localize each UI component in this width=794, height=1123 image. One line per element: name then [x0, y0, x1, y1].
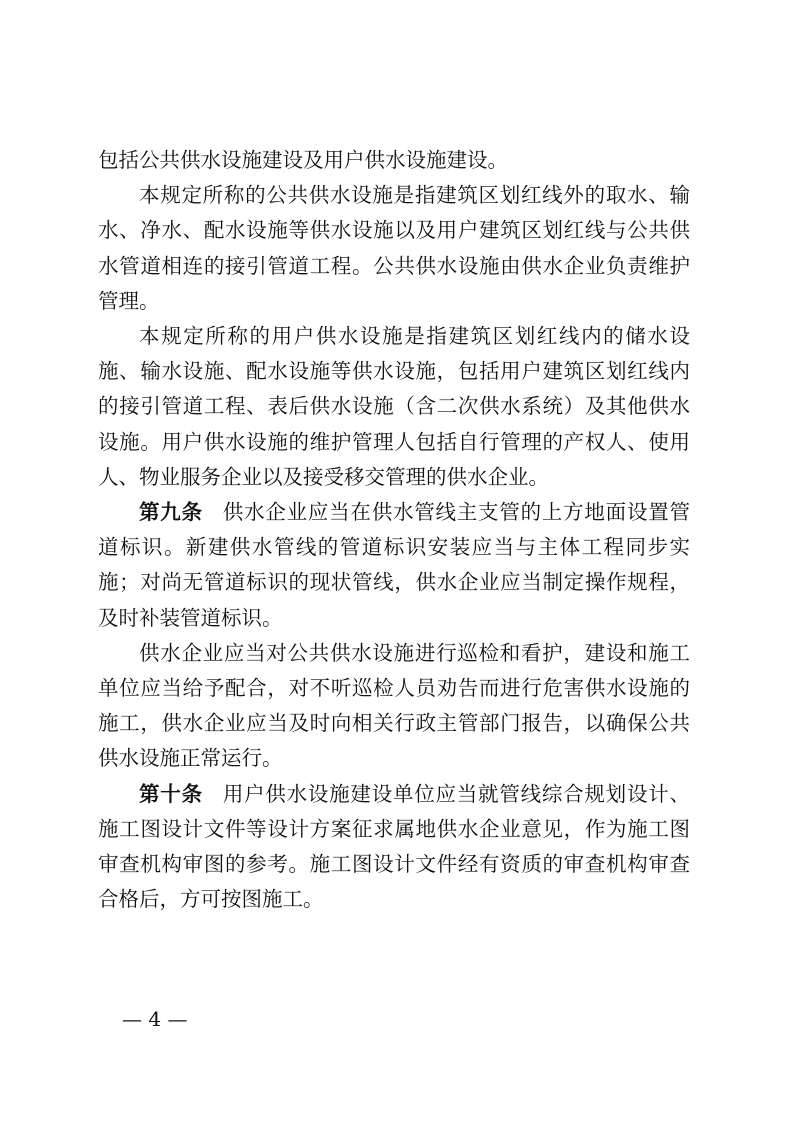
article-10-number: 第十条 [139, 781, 203, 806]
paragraph-3-text: 本规定所称的用户供水设施是指建筑区划红线内的储水设施、输水设施、配水设施等供水设施，包括用户建筑区划红线内的接引管道工程、表后供水设施（含二次供水系统）及其他供水设施。用户供水设施的维护管理人包括自行管理的产权人、使用人、物业服务企业以及接受移交管理的供水企业。 [98, 324, 690, 489]
paragraph-1 [98, 143, 690, 178]
article-9-paragraph [98, 495, 690, 636]
article-9-text: 供水企业应当在供水管线主支管的上方地面设置管道标识。新建供水管线的管道标识安装应当与主体工程同步实施；对尚无管道标识的现状管线，供水企业应当制定操作规程，及时补装管道标识。 [98, 500, 690, 630]
paragraph-5-text: 供水企业应当对公共供水设施进行巡检和看护，建设和施工单位应当给予配合，对不听巡检人员劝告而进行危害供水设施的施工，供水企业应当及时向相关行政主管部门报告，以确保公共供水设施正常运行。 [98, 640, 690, 771]
article-10-paragraph [98, 777, 690, 918]
paragraph-1-text: 包括公共供水设施建设及用户供水设施建设。 [98, 148, 508, 172]
paragraph-2-text: 本规定所称的公共供水设施是指建筑区划红线外的取水、输水、净水、配水设施等供水设施以及用户建筑区划红线与公共供水管道相连的接引管道工程。公共供水设施由供水企业负责维护管理。 [98, 183, 690, 313]
article-9-number: 第九条 [139, 500, 203, 525]
article-10-text: 用户供水设施建设单位应当就管线综合规划设计、施工图设计文件等设计方案征求属地供水企业意见，作为施工图审查机构审图的参考。施工图设计文件经有资质的审查机构审查合格后，方可按图施工。 [98, 781, 690, 912]
page-number: — 4 — [122, 1007, 188, 1031]
paragraph-3 [98, 319, 690, 495]
paragraph-5 [98, 636, 690, 777]
paragraph-2 [98, 178, 690, 319]
document-body [98, 143, 690, 917]
